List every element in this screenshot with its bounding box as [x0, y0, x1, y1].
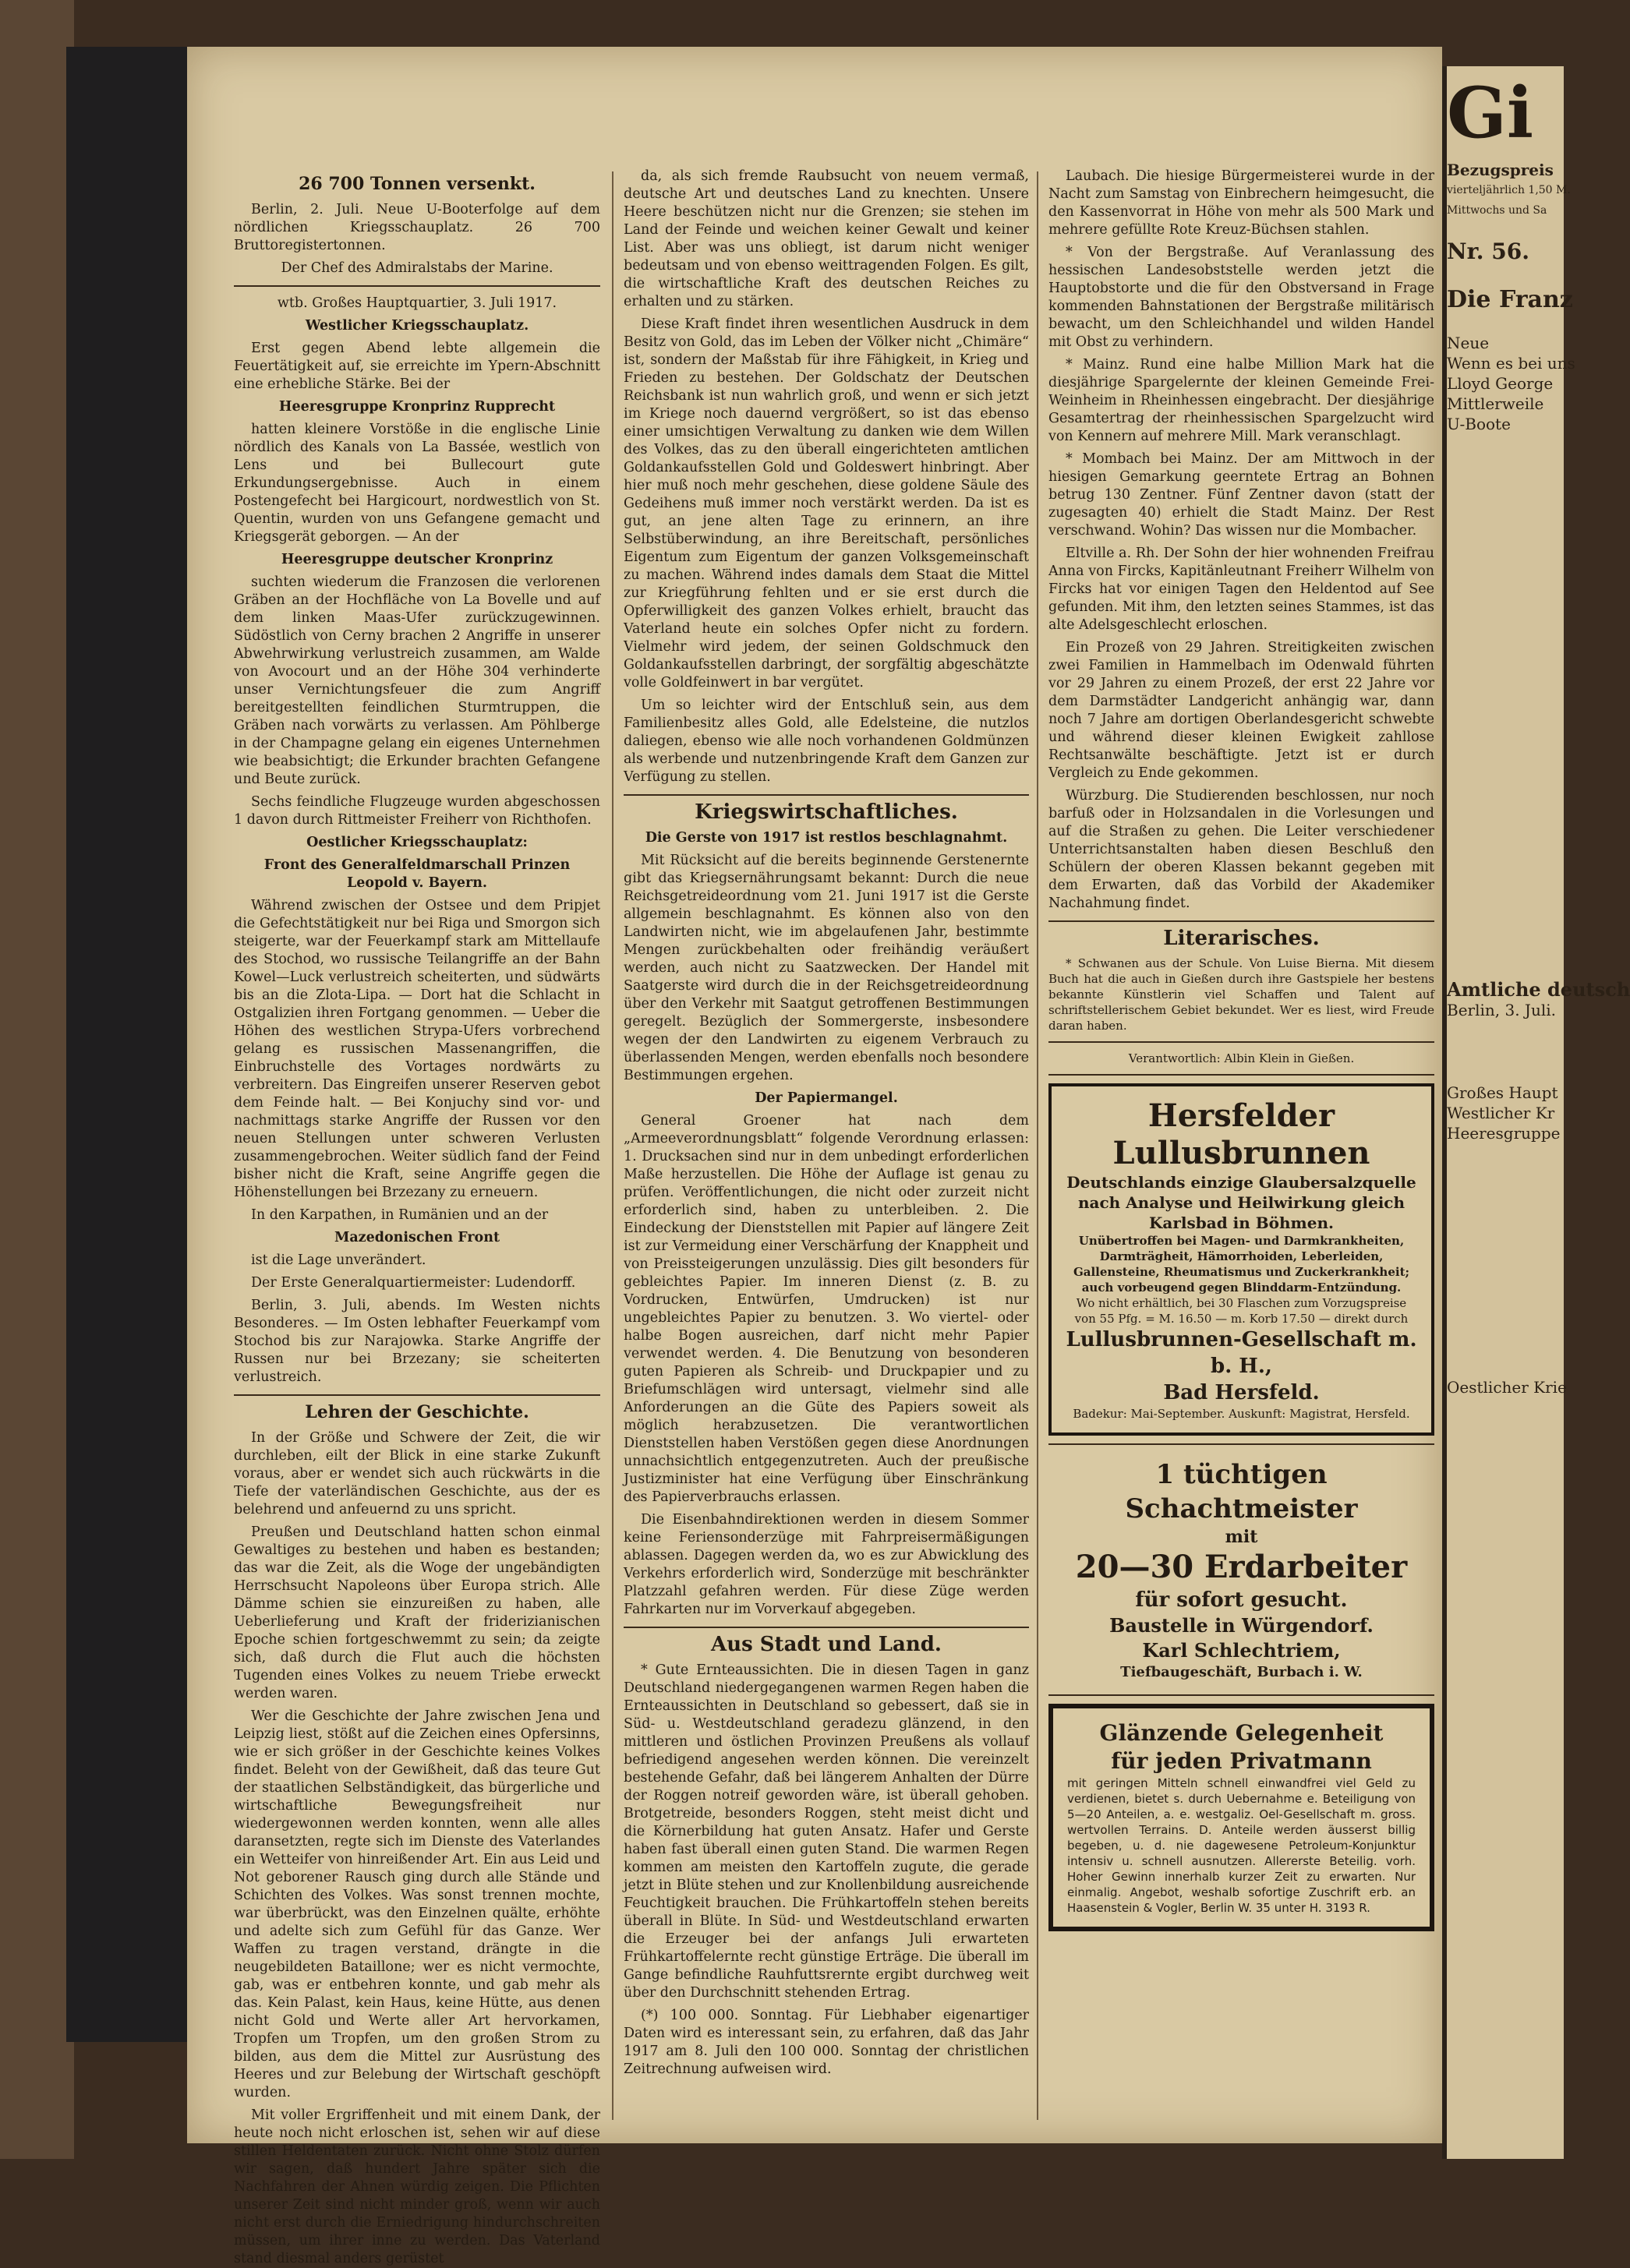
text-fragment: Oestlicher Krie	[1447, 1378, 1567, 1397]
ad-text: Baustelle in Würgendorf.	[1109, 1614, 1374, 1637]
divider	[1048, 1074, 1434, 1076]
ad-title: Glänzende Gelegenheit	[1099, 1720, 1384, 1746]
section-heading: Westlicher Kriegsschauplatz.	[305, 318, 529, 334]
ad-text: Tiefbaugeschäft, Burbach i. W.	[1120, 1664, 1363, 1680]
ad-text: Unübertroffen bei Magen- und Darmkrankheiten, Darmträgheit, Hämorrhoiden, Leberleiden, Gallensteine, Rheumatismus und Zuckerkrankheit; auch vorbeugend gegen Blinddarm-Entzündung.	[1073, 1234, 1410, 1295]
advertisement-job	[1048, 1453, 1434, 1687]
background-left	[0, 0, 74, 2159]
headline-war-economy: Kriegswirtschaftliches.	[695, 800, 958, 824]
paragraph: Laubach. Die hiesige Bürgermeisterei wurde in der Nacht zum Samstag von Einbrechern heimgesucht, die den Kassenvorrat in Höhe von mehr als 500 Mark und mehrere gefüllte Rote Kreuz-Büchsen stahlen.	[1048, 168, 1434, 238]
paragraph: Diese Kraft findet ihren wesentlichen Ausdruck in dem Besitz von Gold, das im Leben der Völker nicht „Chimäre“ ist, sondern der Maßstab für ihre Fähigkeit, in Krieg und Frieden zu bestehen. Der Goldschatz der Deutschen Reichsbank ist nun wahrlich groß, und wenn er sich jetzt im Kriege noch dauernd vergrößert, so ist das ebenso einer umsichtigen Verwaltung zu danken wie dem Willen des Volkes, das zu den überall eingerichteten amtlichen Goldankaufsstellen Gold und Goldeswert hinbringt. Aber hier muß noch mehr geschehen, diese goldene Säule des Gedeihens muß immer noch verstärkt werden. Da ist es gut, an jene alten Tage zu erinnern, an ihre Selbstüberwindung, an ihre Bereitschaft, persönliches Eigentum zum Eigentum der ganzen Volksgemeinschaft zu machen. Während indes damals dem Staat die Mittel zur Kriegführung fehlten und er sie erst durch die Opferwilligkeit des ganzen Volkes erhielt, braucht das Vaterland heute ein solches Opfer nicht zu fordern. Vielmehr wird jedem, der seinen Goldschmuck den Goldankaufsstellen darbringt, der sorgfältig abgeschätzte volle Goldfeinwert in bar vergütet.	[624, 316, 1029, 691]
ad-text: für sofort gesucht.	[1135, 1588, 1348, 1612]
paragraph: Eltville a. Rh. Der Sohn der hier wohnenden Freifrau Anna von Fircks, Kapitänleutnant Freiherr Wilhelm von Fircks hat vor einigen Tagen den Heldentod auf See gefunden. Mit ihm, den letzten seines Stammes, ist das alte Adelsgeschlecht erloschen.	[1048, 546, 1434, 633]
paragraph: Um so leichter wird der Entschluß sein, aus dem Familienbesitz alles Gold, alle Edelsteine, die nutzlos daliegen, ebenso wie alle noch vorhandenen Goldmünzen als werbende und nutzenbringende Kraft dem Ganzen zur Verfügung zu stellen.	[624, 698, 1029, 785]
subheading: Mazedonischen Front	[334, 1230, 500, 1245]
column-1	[234, 168, 600, 2266]
issue-number: Nr. 56.	[1447, 238, 1529, 264]
ad-text: Deutschlands einzige Glaubersalzquelle nach Analyse und Heilwirkung gleich Karlsbad in Böhmen.	[1066, 1173, 1416, 1232]
adjacent-page	[1442, 66, 1630, 2159]
paragraph: Preußen und Deutschland hatten schon einmal Gewaltiges zu bestehen und haben es bestanden; das war die Zeit, als die Woge der ungebändigten Herrschsucht Napoleons über Europa strich. Alle Dämme schien sie einzureißen zu haben, alle Ueberlieferung und Kraft der friderizianischen Epoche schien fortgeschwemmt zu sein; da zeigte sich, daß durch die Flut auch die höchsten Tugenden eines Volkes zu neuem Triebe erweckt werden waren.	[234, 1524, 600, 1701]
paragraph: hatten kleinere Vorstöße in die englische Linie nördlich des Kanals von La Bassée, westlich von Lens und bei Bullecourt gute Erkundungsergebnisse. Auch in einem Postengefecht bei Hargicourt, nordwestlich von St. Quentin, wurden von uns Gefangene gemacht und Kriegsgerät geborgen. — An der	[234, 422, 600, 545]
text-fragment: Westlicher Kr	[1447, 1104, 1555, 1122]
text-fragment: Heeresgruppe	[1447, 1124, 1561, 1143]
headline-tonnage: 26 700 Tonnen versenkt.	[299, 174, 536, 194]
ad-company: Karl Schlechtriem,	[1142, 1639, 1341, 1662]
text-fragment: Lloyd George	[1447, 374, 1554, 393]
subheading: Die Gerste von 1917 ist restlos beschlagnahmt.	[645, 830, 1008, 846]
paragraph: Berlin, 3. Juli, abends. Im Westen nichts Besonderes. — Im Osten lebhafter Feuerkampf vom Stochod bis zur Narajowka. Starke Angriffe der Russen nur bei Brzezany; sie scheiterten verlustreich.	[234, 1298, 600, 1385]
paragraph: Der Erste Generalquartiermeister: Ludendorff.	[251, 1275, 576, 1291]
divider	[1048, 1694, 1434, 1696]
headline-city-and-country: Aus Stadt und Land.	[711, 1633, 942, 1656]
paragraph: Erst gegen Abend lebte allgemein die Feuertätigkeit auf, sie erreichte im Ypern-Abschnitt eine erhebliche Stärke. Bei der	[234, 341, 600, 392]
ad-title: Hersfelder Lullusbrunnen	[1112, 1097, 1370, 1171]
ad-text: Wo nicht erhältlich, bei 30 Flaschen zum Vorzugspreise von 55 Pfg. = M. 16.50 — m. Korb 17.50 — direkt durch	[1074, 1296, 1409, 1326]
paragraph: In den Karpathen, in Rumänien und an der	[251, 1207, 549, 1223]
paragraph: * Von der Bergstraße. Auf Veranlassung des hessischen Landesobststelle werden jetzt die Hauptobstorte und die für den Obstversand in Frage kommenden Bahnstationen der Bergstraße militärisch bewacht, um den Schleichhandel und wilden Handel mit Obst zu verhindern.	[1048, 245, 1434, 350]
paragraph: (*) 100 000. Sonntag. Für Liebhaber eigenartiger Daten wird es interessant sein, zu erfahren, daß das Jahr 1917 am 8. Juli den 100 000. Sonntag der christlichen Zeitrechnung aufweisen wird.	[624, 2008, 1029, 2077]
subheading: Heeresgruppe deutscher Kronprinz	[281, 552, 553, 567]
ad-location: Bad Hersfeld.	[1163, 1381, 1320, 1404]
ad-company: Lullusbrunnen-Gesellschaft m. b. H.,	[1066, 1328, 1417, 1378]
ad-title: für jeden Privatmann	[1111, 1748, 1372, 1774]
masthead-fragment: Gi	[1447, 72, 1534, 154]
responsible-editor: Verantwortlich: Albin Klein in Gießen.	[1128, 1051, 1355, 1065]
paragraph: Sechs feindliche Flugzeuge wurden abgeschossen 1 davon durch Rittmeister Freiherr von Richthofen.	[234, 794, 600, 828]
paragraph: * Mainz. Rund eine halbe Million Mark hat die diesjährige Spargelernte der kleinen Gemeinde Frei-Weinheim in Rheinhessen eingebracht. Der diesjährige Gesamtertrag der rheinhessischen Spargelzucht wird von Kennern auf mehrere Mill. Mark veranschlagt.	[1048, 357, 1434, 444]
paragraph: Wer die Geschichte der Jahre zwischen Jena und Leipzig liest, stößt auf die Zeichen eines Opfersinns, wie er sich größer in der Geschichte keines Volkes findet. Beleht von der Gewißheit, daß das teure Gut der staatlichen Selbständigkeit, das bürgerliche und wirtschaftliche Bewegungsfreiheit nur wiedergewonnen werden konnten, wenn alle alles daransetzten, regte sich im Dienste des Vaterlandes ein Wetteifer von hinreißender Art. Ein aus Leid und Not geborener Rausch ging durch alle Stände und Schichten des Volkes. Was sonst trennen mochte, war überbrückt, was den Einzelnen quälte, erhöhte und adelte sich zum Gefühl für das Ganze. Wer Waffen zu tragen verstand, drängte in die neugebildeten Bataillone; wer es nicht vermochte, gab, was er entbehren konnte, und gab mehr als das. Kein Palast, kein Haus, keine Hütte, aus denen nicht Gold und Werte aller Art hervorkamen, Tropfen um Tropfen, um den großen Strom zu bilden, aus dem die Mittel zur Ausrüstung des Heeres und zur Belebung der Wirtschaft geschöpft wurden.	[234, 1708, 600, 2100]
paragraph: Ein Prozeß von 29 Jahren. Streitigkeiten zwischen zwei Familien in Hammelbach im Odenwald führten vor 29 Jahren zu einem Prozeß, der erst 22 Jahre vor dem Darmstädter Landgericht anhängig war, dann noch 7 Jahre am dortigen Oberlandesgericht schwebte und während dieser kleinen Ewigkeit zahllose Rechtsanwälte beschäftigte. Jetzt ist er durch Vergleich zu Ende gekommen.	[1048, 640, 1434, 781]
divider	[1048, 920, 1434, 922]
paragraph: ist die Lage unverändert.	[251, 1252, 426, 1268]
column-3	[1048, 168, 1434, 2132]
paragraph: General Groener hat nach dem „Armeeverordnungsblatt“ folgende Verordnung erlassen: 1. Drucksachen sind nur in dem unbedingt erforderlichen Maße herzustellen. Die Höhe der Auflage ist genau zu prüfen. Veröffentlichungen, die nicht oder zurzeit nicht erforderlich sind, haben zu unterbleiben. 2. Die Eindeckung der Dienststellen mit Papier auf längere Zeit ist zur Vermeidung einer Verschärfung der Knappheit und von Preissteigerungen unzulässig. Dies gilt besonders für gebleichtes Papier. Im inneren Dienst (z. B. zu Vordrucken, Entwürfen, Umdrucken) ist nur ungebleichtes Papier zu benutzen. 3. Wo viertel- oder halbe Bogen ausreichen, darf nicht mehr Papier verwendet werden. 4. Die Benutzung von besonderen guten Papieren als Schreib- und Druckpapier und zu Briefumschlägen wird untersagt, vielmehr sind alle Anforderungen an die Güte des Papiers soweit als möglich herabzusetzen. Die verantwortlichen Dienststellen haben Verstößen gegen diese Anordnungen unnachsichtlich entgegenzutreten. Auch der preußische Justizminister hat eine Verfügung über Einschränkung des Papierverbrauchs erlassen.	[624, 1113, 1029, 1505]
text-fragment: vierteljährlich 1,50 M.	[1447, 184, 1571, 196]
text-fragment: Mittlerweile	[1447, 394, 1544, 413]
paragraph: In der Größe und Schwere der Zeit, die wir durchleben, eilt der Blick in eine starke Zukunft voraus, aber er wendet sich auch rückwärts in die Tiefe der vaterländischen Geschichte, aus der es belehrend und anfeuernd zu uns spricht.	[234, 1430, 600, 1517]
text-fragment: Berlin, 3. Juli.	[1447, 1001, 1556, 1019]
ad-title: 1 tüchtigen Schachtmeister	[1125, 1459, 1358, 1524]
column-2	[624, 168, 1029, 2132]
dateline: wtb. Großes Hauptquartier, 3. Juli 1917.	[277, 295, 557, 311]
text-fragment: Wenn es bei uns	[1447, 354, 1575, 373]
ad-text: mit	[1225, 1527, 1258, 1547]
headline-history: Lehren der Geschichte.	[305, 1402, 529, 1422]
paragraph: * Schwanen aus der Schule. Von Luise Bierna. Mit diesem Buch hat die auch in Gießen durch ihre Gastspiele her bestens bekannte Künstlerin viel Schaffen und Talent auf schriftstellerischem Gebiet bekundet. Wer es liest, wird Freude daran haben.	[1048, 956, 1434, 1033]
paragraph: * Gute Ernteaussichten. Die in diesen Tagen in ganz Deutschland niedergegangenen warmen Regen haben die Ernteaussichten in Deutschland so gebessert, daß sie in Süd- u. Westdeutschland geradezu glänzend, in den mittleren und östlichen Provinzen Preußens als vollauf befriedigend angesehen werden können. Die vereinzelt bestehende Gefahr, daß bei längerem Anhalten der Dürre der Roggen notreif geworden wäre, ist überall gehoben. Brotgetreide, besonders Roggen, steht meist dicht und die Körnerbildung hat guten Ansatz. Hafer und Gerste haben fast überall einen guten Stand. Die warmen Regen kommen am meisten den Kartoffeln zugute, die gerade jetzt in Blüte stehen und zur Knollenbildung ausreichende Feuchtigkeit brauchen. Die Frühkartoffeln stehen bereits überall in Blüte. In Süd- und Westdeutschland erwarten die Erzeuger bei der anfangs Juli erwarteten Frühkartoffelernte recht günstige Erträge. Die überall im Gange befindliche Rauhfuttsrernte ergibt durchweg weit über den Durchschnitt stehenden Ertrag.	[624, 1662, 1029, 2001]
paragraph: Während zwischen der Ostsee und dem Pripjet die Gefechtstätigkeit nur bei Riga und Smorgon sich steigerte, war der Feuerkampf stark am Mittellaufe des Stochod, wo russische Teilangriffe an der Bahn Kowel—Luck verlustreich scheiterten, und südwärts bis an die Zlota-Lipa. — Dort hat die Schlacht in Ostgalizien ihren Fortgang genommen. — Ueber die Höhen des westlichen Strypa-Ufers vorbrechend gelang es russischen Massenangriffen, die Einbruchstelle des Vortages nordwärts zu verbreitern. Das Eingreifen unserer Reserven gebot dem Feinde halt. — Bei Konjuchy sind vor- und nachmittags starke Angriffe der Russen vor den neuen Stellungen unter schweren Verlusten zusammengebrochen. Weiter südlich fand der Feind bisher nicht die Kraft, seine Angriffe gegen die Höhenstellungen bei Brzezany zu erneuern.	[234, 898, 600, 1200]
advertisement-investment	[1048, 1704, 1434, 1931]
divider	[1048, 1041, 1434, 1043]
column-rule	[612, 171, 613, 2120]
paragraph: Mit voller Ergriffenheit und mit einem Dank, der heute noch nicht erloschen ist, sehen wir auf diese stillen Heldentaten zurück. Nicht ohne Stolz dürfen wir sagen, daß hundert Jahre später sich die Nachfahren der Ahnen würdig zeigen. Die Pflichten unserer Zeit sind nicht minder groß, wenn wir auch nicht erst durch die Erniedrigung hindurchschreiten müssen, um ihrer inne zu werden. Das Vaterland stand diesmal anders gerüstet	[234, 2107, 600, 2266]
section-heading: Oestlicher Kriegsschauplatz:	[306, 835, 528, 850]
dark-binding-strip	[66, 47, 191, 2042]
paragraph: da, als sich fremde Raubsucht von neuem vermaß, deutsche Art und deutsches Land zu knechten. Unsere Heere beschützen nicht nur die Grenzen; sie stehen im Land der Feinde und weichen keiner Gewalt und keiner List. Aber was uns obliegt, ist darum nicht weniger bedeutsam und von ebenso weittragenden Folgen. Es gilt, die wirtschaftliche Kraft des deutschen Reiches zu erhalten und zu stärken.	[624, 168, 1029, 309]
column-rule	[1037, 171, 1038, 2120]
divider	[234, 1394, 600, 1396]
subheading: Der Papiermangel.	[755, 1090, 898, 1106]
divider	[624, 794, 1029, 796]
paragraph: Würzburg. Die Studierenden beschlossen, nur noch barfuß oder in Holzsandalen in die Vorlesungen und auf die Straßen zu gehen. Die Leiter verschiedener Unterrichtsanstalten haben diesen Beschluß den Schülern der oberen Klassen bekannt gegeben mit dem Erwarten, daß das Vorbild der Akademiker Nachahmung findet.	[1048, 788, 1434, 911]
ad-text: mit geringen Mitteln schnell einwandfrei viel Geld zu verdienen, bietet s. durch Uebernahme e. Beteiligung von 5—20 Anteilen, a. e. westgaliz. Oel-Gesellschaft m. gross. wertvollen Terrains. D. Anteile werden äusserst billig begeben, u. d. nie dagewesene Petroleum-Konjunktur intensiv u. schnell ausnutzen. Allererste Beteilig. vorh. Hoher Gewinn innerhalb kurzer Zeit zu erwarten. Nur einmalig. Angebot, weshalb sofortige Zuschrift erb. an Haasenstein & Vogler, Berlin W. 35 unter H. 3193 R.	[1067, 1776, 1416, 1915]
ad-title: 20—30 Erdarbeiter	[1075, 1549, 1408, 1585]
divider	[1048, 1443, 1434, 1445]
advertisement-lullusbrunnen	[1048, 1083, 1434, 1436]
paragraph: Berlin, 2. Juli. Neue U-Booterfolge auf dem nördlichen Kriegsschauplatz. 26 700 Bruttoregistertonnen.	[234, 202, 600, 253]
text-fragment: Bezugspreis	[1447, 161, 1554, 179]
subheading: Front des Generalfeldmarschall Prinzen Leopold v. Bayern.	[263, 857, 571, 891]
text-fragment: Mittwochs und Sa	[1447, 204, 1547, 217]
divider	[234, 285, 600, 287]
headline-literary: Literarisches.	[1163, 927, 1320, 950]
paragraph: suchten wiederum die Franzosen die verlorenen Gräben an der Hochfläche von La Bovelle und auf dem linken Maas-Ufer zurückzugewinnen. Südöstlich von Cerny brachen 2 Angriffe in unserer Abwehrwirkung verlustreich zusammen, am Walde von Avocourt und an der Höhe 304 verhinderte unser Vernichtungsfeuer die zum Angriff bereitgestellten feindlichen Sturmtruppen, die Gräben nach vorwärts zu verlassen. Am Pöhlberge in der Champagne gelang ein eigenes Unternehmen wie beabsichtigt; die Erkunder brachten Gefangene und Beute zurück.	[234, 574, 600, 787]
text-fragment: U-Boote	[1447, 415, 1511, 433]
ad-text: Badekur: Mai-September. Auskunft: Magistrat, Hersfeld.	[1073, 1407, 1410, 1421]
paragraph: * Mombach bei Mainz. Der am Mittwoch in der hiesigen Gemarkung geerntete Ertrag an Bohnen betrug 130 Zentner. Fünf Zentner davon (statt der zugesagten 40) erhielt die Stadt Mainz. Der Rest verschwand. Wohin? Das wissen nur die Mombacher.	[1048, 451, 1434, 539]
paragraph: Mit Rücksicht auf die bereits beginnende Gerstenernte gibt das Kriegsernährungsamt bekannt: Durch die neue Reichsgetreideordnung vom 21. Juni 1917 ist die Gerste allgemein beschlagnahmt. Es können also von den Landwirten nicht, wie im abgelaufenen Jahr, bestimmte Mengen zurückbehalten oder freihändig veräußert werden, auch nicht zu Saatzwecken. Der Handel mit Saatgerste wird durch die in der Reichsgetreideordnung über den Verkehr mit Saatgut getroffenen Bestimmungen geregelt. Bezüglich der Sommergerste, insbesondere wegen der den Landwirten zu eigenem Verbrauch zu überlassenden Mengen, werden ebenfalls noch besondere Bestimmungen ergehen.	[624, 853, 1029, 1083]
text-fragment: Die Franz	[1447, 286, 1573, 313]
signature: Der Chef des Admiralstabs der Marine.	[281, 260, 553, 276]
text-fragment: Amtliche deutsch	[1447, 978, 1630, 1001]
subheading: Heeresgruppe Kronprinz Rupprecht	[278, 399, 556, 415]
paragraph: Die Eisenbahndirektionen werden in diesem Sommer keine Feriensonderzüge mit Fahrpreisermäßigungen ablassen. Dagegen werden da, wo es zur Abwicklung des Verkehrs erforderlich wird, Sonderzüge mit beschränkter Platzzahl gefahren werden. Für diese Züge werden Fahrkarten nur im Vorverkauf abgegeben.	[624, 1512, 1029, 1617]
divider	[624, 1627, 1029, 1628]
text-fragment: Großes Haupt	[1447, 1083, 1558, 1102]
text-fragment: Neue	[1447, 334, 1490, 352]
